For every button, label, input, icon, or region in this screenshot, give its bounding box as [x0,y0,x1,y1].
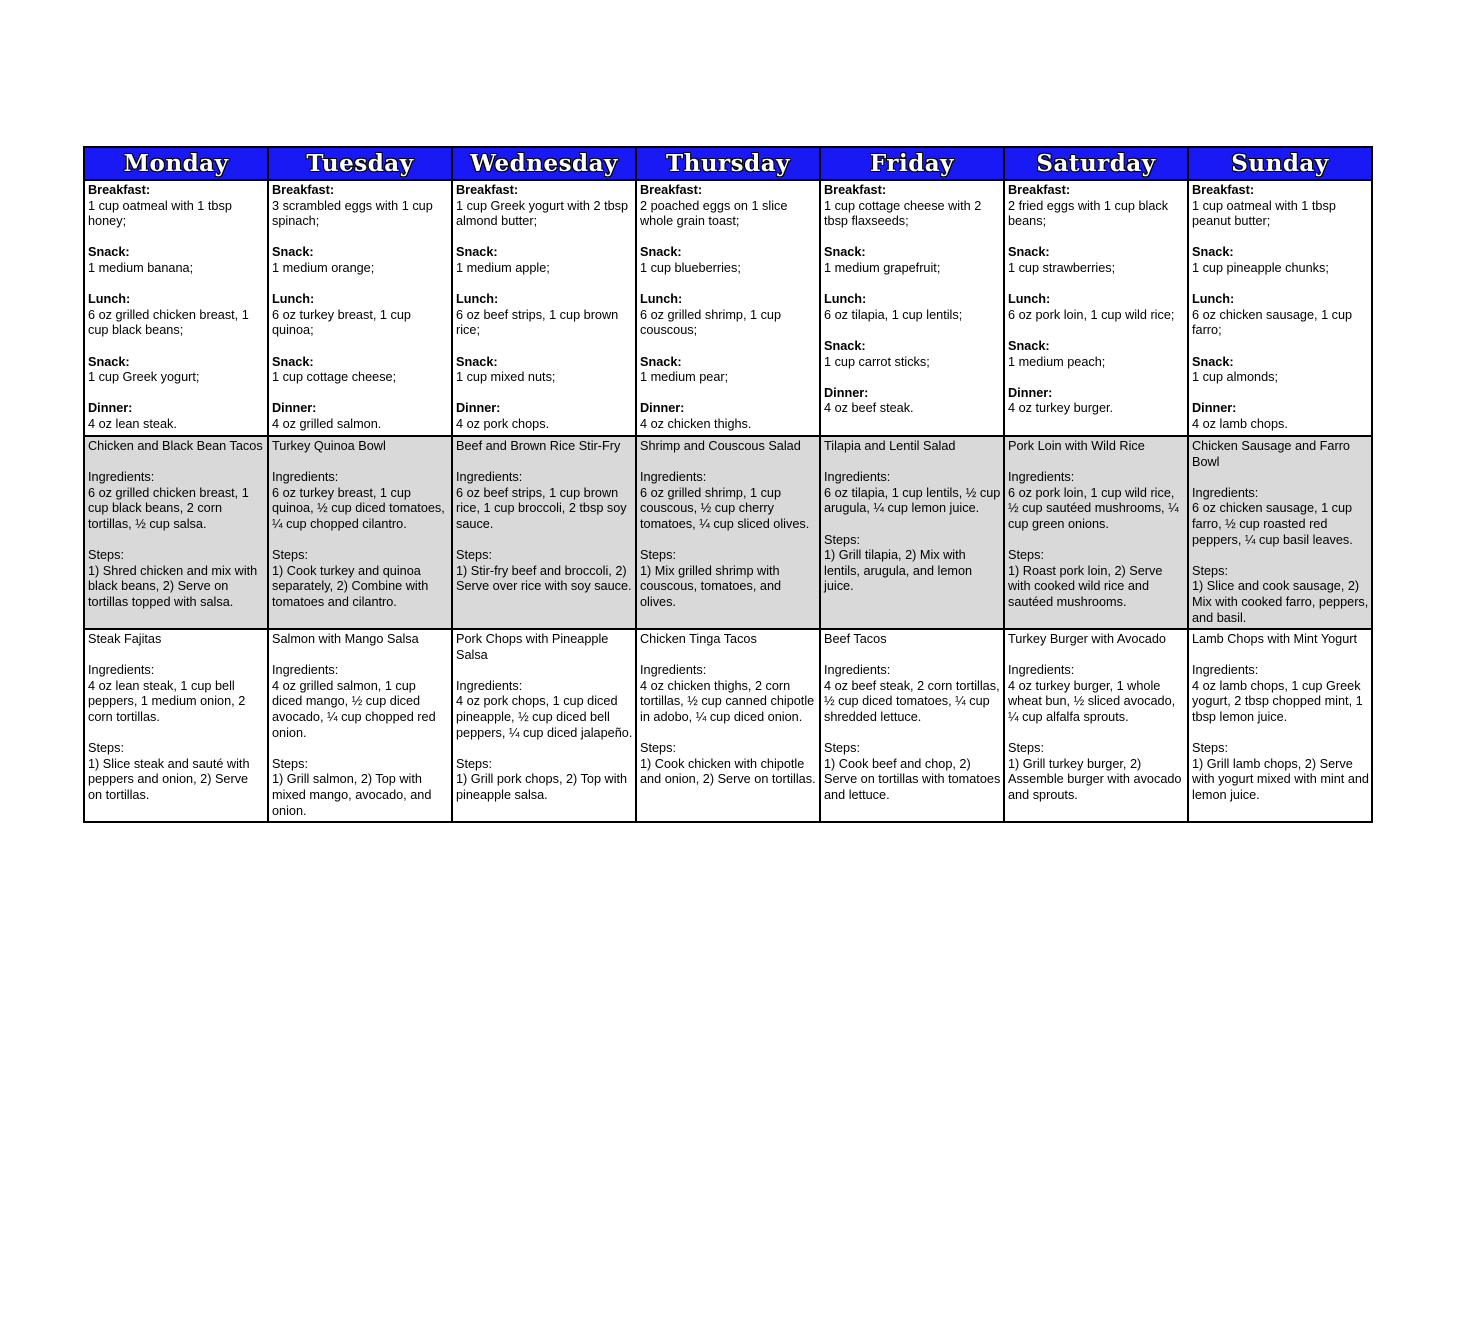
meal-label: Snack: [1192,354,1234,369]
ingredients-text: 6 oz pork loin, 1 cup wild rice, ½ cup sautéed mushrooms, ¼ cup green onions. [1008,485,1179,531]
steps-label: Steps: [1008,548,1044,563]
day-header-wednesday: Wednesday [452,147,636,180]
spacer [272,277,449,293]
recipe-cell-saturday-2 [1004,629,1188,822]
meal-label: Lunch: [640,292,683,307]
meal-text: 1 cup Greek yogurt; [88,370,200,385]
spacer [88,339,265,355]
recipe-row-2 [84,629,1372,822]
meal-text: 1 cup Greek yogurt with 2 tbsp almond butter; [456,198,629,229]
meal-label: Dinner: [640,401,685,416]
meal-label: Dinner: [456,401,501,416]
meals-cell-monday [84,180,268,436]
spacer [88,533,265,549]
meal-label: Breakfast: [824,183,887,197]
spacer [640,455,817,471]
recipe-title: Chicken Tinga Tacos [640,632,757,646]
spacer [640,277,817,293]
meal-label: Snack: [1008,245,1050,260]
meal-label: Lunch: [1192,292,1235,307]
spacer [456,533,633,549]
recipe-cell-sunday-1 [1188,436,1372,629]
spacer [456,386,633,402]
meal-text: 2 fried eggs with 1 cup black beans; [1008,198,1169,229]
meal-text: 6 oz pork loin, 1 cup wild rice; [1008,307,1175,322]
meal-label: Lunch: [456,292,499,307]
spacer [1008,455,1185,471]
day-header-tuesday: Tuesday [268,147,452,180]
ingredients-label: Ingredients: [1008,663,1075,678]
spacer [88,648,265,664]
meal-text: 1 cup mixed nuts; [456,370,556,385]
meal-label: Breakfast: [640,183,703,197]
spacer [1008,726,1185,742]
spacer [640,726,817,742]
spacer [272,230,449,246]
meal-label: Dinner: [1192,401,1237,416]
spacer [1192,230,1369,246]
ingredients-text: 4 oz turkey burger, 1 whole wheat bun, ½ sliced avocado, ¼ cup alfalfa sprouts. [1008,678,1176,724]
meal-label: Dinner: [1008,385,1053,400]
spacer [272,386,449,402]
spacer [1008,648,1185,664]
spacer [824,323,1001,339]
meal-label: Lunch: [88,292,131,307]
meal-text: 6 oz turkey breast, 1 cup quinoa; [272,307,411,338]
ingredients-text: 4 oz grilled salmon, 1 cup diced mango, ½ cup diced avocado, ¼ cup chopped red onion. [272,678,436,740]
meal-label: Lunch: [1008,292,1051,307]
meals-cell-sunday [1188,180,1372,436]
meal-label: Breakfast: [88,183,151,197]
ingredients-label: Ingredients: [1192,663,1259,678]
ingredients-text: 4 oz chicken thighs, 2 corn tortillas, ½ cup canned chipotle in adobo, ¼ cup diced onion. [640,678,815,724]
day-header-monday: Monday [84,147,268,180]
spacer [272,648,449,664]
ingredients-text: 4 oz pork chops, 1 cup diced pineapple, ½ cup diced bell peppers, ¼ cup diced jalapeño. [456,694,633,740]
recipe-title: Beef and Brown Rice Stir-Fry [456,439,621,453]
meal-text: 4 oz chicken thighs. [640,416,752,431]
recipe-title: Pork Chops with Pineapple Salsa [456,632,609,662]
meal-text: 1 cup carrot sticks; [824,354,930,369]
ingredients-text: 4 oz lamb chops, 1 cup Greek yogurt, 2 tbsp chopped mint, 1 tbsp lemon juice. [1192,678,1363,724]
spacer [456,663,633,679]
steps-text: 1) Stir-fry beef and broccoli, 2) Serve over rice with soy sauce. [456,563,632,594]
day-header-row [84,147,1372,180]
recipe-title: Shrimp and Couscous Salad [640,439,801,453]
ingredients-label: Ingredients: [272,663,339,678]
meal-label: Snack: [824,245,866,260]
meals-cell-tuesday [268,180,452,436]
spacer [824,370,1001,386]
ingredients-text: 4 oz beef steak, 2 corn tortillas, ½ cup diced tomatoes, ¼ cup shredded lettuce. [824,678,1000,724]
meal-text: 1 medium pear; [640,370,729,385]
meal-label: Snack: [88,245,130,260]
recipe-cell-monday-1 [84,436,268,629]
recipe-cell-monday-2 [84,629,268,822]
meal-text: 6 oz grilled shrimp, 1 cup couscous; [640,307,782,338]
meal-label: Dinner: [824,385,869,400]
meal-label: Breakfast: [272,183,335,197]
ingredients-text: 6 oz turkey breast, 1 cup quinoa, ½ cup diced tomatoes, ¼ cup chopped cilantro. [272,485,445,531]
meal-text: 1 cup pineapple chunks; [1192,260,1329,275]
spacer [640,230,817,246]
meal-label: Breakfast: [1008,183,1071,197]
meal-label: Snack: [1008,338,1050,353]
spacer [1008,277,1185,293]
steps-text: 1) Grill salmon, 2) Top with mixed mango, avocado, and onion. [272,772,432,818]
spacer [1008,533,1185,549]
ingredients-label: Ingredients: [824,663,891,678]
meal-label: Snack: [640,354,682,369]
spacer [1192,386,1369,402]
spacer [1008,323,1185,339]
weekly-meal-plan-table [83,146,1373,823]
steps-label: Steps: [1192,563,1228,578]
steps-text: 1) Shred chicken and mix with black beans, 2) Serve on tortillas topped with salsa. [88,563,258,609]
spacer [456,339,633,355]
ingredients-label: Ingredients: [456,678,523,693]
meal-text: 1 cup cottage cheese; [272,370,397,385]
meal-label: Snack: [88,354,130,369]
spacer [88,386,265,402]
recipe-cell-friday-1 [820,436,1004,629]
steps-text: 1) Cook turkey and quinoa separately, 2) Combine with tomatoes and cilantro. [272,563,429,609]
meal-label: Snack: [1192,245,1234,260]
recipe-title: Beef Tacos [824,632,887,646]
spacer [1192,548,1369,564]
meal-label: Snack: [456,354,498,369]
steps-label: Steps: [272,548,308,563]
meal-label: Breakfast: [1192,183,1255,197]
meal-text: 4 oz turkey burger. [1008,401,1114,416]
ingredients-label: Ingredients: [88,470,155,485]
steps-text: 1) Grill turkey burger, 2) Assemble burger with avocado and sprouts. [1008,756,1182,802]
ingredients-label: Ingredients: [1192,485,1259,500]
spacer [824,648,1001,664]
spacer [640,648,817,664]
ingredients-text: 6 oz tilapia, 1 cup lentils, ½ cup arugula, ¼ cup lemon juice. [824,485,1001,516]
spacer [824,455,1001,471]
recipe-title: Turkey Burger with Avocado [1008,632,1166,646]
meal-text: 1 cup oatmeal with 1 tbsp honey; [88,198,232,229]
meal-text: 1 cup strawberries; [1008,260,1116,275]
meal-text: 2 poached eggs on 1 slice whole grain toast; [640,198,788,229]
recipe-title: Pork Loin with Wild Rice [1008,439,1145,453]
meal-text: 1 cup blueberries; [640,260,741,275]
recipe-title: Tilapia and Lentil Salad [824,439,956,453]
meal-text: 4 oz beef steak. [824,401,914,416]
meal-text: 1 cup almonds; [1192,370,1279,385]
spacer [456,230,633,246]
meal-text: 6 oz grilled chicken breast, 1 cup black beans; [88,307,249,338]
ingredients-label: Ingredients: [640,663,707,678]
recipe-cell-thursday-1 [636,436,820,629]
recipe-cell-tuesday-1 [268,436,452,629]
meal-text: 1 medium grapefruit; [824,260,941,275]
meal-text: 6 oz beef strips, 1 cup brown rice; [456,307,619,338]
meals-cell-wednesday [452,180,636,436]
spacer [88,277,265,293]
recipe-title: Lamb Chops with Mint Yogurt [1192,632,1358,646]
ingredients-label: Ingredients: [824,470,891,485]
ingredients-text: 6 oz beef strips, 1 cup brown rice, 1 cup broccoli, 2 tbsp soy sauce. [456,485,627,531]
meal-label: Breakfast: [456,183,519,197]
spacer [272,455,449,471]
steps-text: 1) Grill tilapia, 2) Mix with lentils, arugula, and lemon juice. [824,548,973,594]
spacer [88,230,265,246]
day-header-saturday: Saturday [1004,147,1188,180]
steps-label: Steps: [88,741,124,756]
meals-cell-thursday [636,180,820,436]
steps-label: Steps: [1008,741,1044,756]
meal-text: 6 oz chicken sausage, 1 cup farro; [1192,307,1353,338]
meal-text: 4 oz pork chops. [456,416,550,431]
meal-label: Dinner: [272,401,317,416]
spacer [824,277,1001,293]
steps-text: 1) Slice steak and sauté with peppers and onion, 2) Serve on tortillas. [88,756,250,802]
spacer [272,741,449,757]
steps-label: Steps: [272,756,308,771]
recipe-row-1 [84,436,1372,629]
steps-text: 1) Grill lamb chops, 2) Serve with yogurt mixed with mint and lemon juice. [1192,756,1369,802]
recipe-cell-sunday-2 [1188,629,1372,822]
steps-text: 1) Cook chicken with chipotle and onion, 2) Serve on tortillas. [640,756,816,787]
meal-text: 1 cup oatmeal with 1 tbsp peanut butter; [1192,198,1336,229]
recipe-cell-wednesday-1 [452,436,636,629]
spacer [272,533,449,549]
steps-text: 1) Roast pork loin, 2) Serve with cooked wild rice and sautéed mushrooms. [1008,563,1163,609]
steps-text: 1) Mix grilled shrimp with couscous, tomatoes, and olives. [640,563,782,609]
recipe-cell-friday-2 [820,629,1004,822]
recipe-cell-wednesday-2 [452,629,636,822]
recipe-title: Chicken Sausage and Farro Bowl [1192,439,1350,469]
meal-text: 4 oz lamb chops. [1192,416,1288,431]
recipe-cell-tuesday-2 [268,629,452,822]
steps-label: Steps: [1192,741,1228,756]
ingredients-text: 6 oz grilled shrimp, 1 cup couscous, ½ cup cherry tomatoes, ¼ cup sliced olives. [640,485,810,531]
meal-text: 4 oz lean steak. [88,416,177,431]
spacer [824,230,1001,246]
steps-text: 1) Grill pork chops, 2) Top with pineapple salsa. [456,772,628,802]
spacer [456,277,633,293]
meal-text: 4 oz grilled salmon. [272,416,382,431]
ingredients-label: Ingredients: [88,663,155,678]
spacer [640,533,817,549]
meal-text: 1 medium peach; [1008,354,1106,369]
ingredients-label: Ingredients: [640,470,707,485]
meal-label: Snack: [272,354,314,369]
spacer [1192,277,1369,293]
ingredients-text: 6 oz grilled chicken breast, 1 cup black beans, 2 corn tortillas, ½ cup salsa. [88,485,249,531]
spacer [1008,230,1185,246]
spacer [1192,726,1369,742]
meal-text: 1 medium banana; [88,260,194,275]
meal-label: Snack: [272,245,314,260]
recipe-title: Chicken and Black Bean Tacos [88,439,263,453]
spacer [456,455,633,471]
steps-label: Steps: [456,548,492,563]
spacer [88,726,265,742]
steps-label: Steps: [88,548,124,563]
meal-label: Snack: [456,245,498,260]
steps-label: Steps: [456,756,492,771]
recipe-cell-thursday-2 [636,629,820,822]
meal-text: 1 medium orange; [272,260,375,275]
spacer [824,726,1001,742]
spacer [88,455,265,471]
ingredients-label: Ingredients: [1008,470,1075,485]
steps-label: Steps: [824,741,860,756]
meal-label: Dinner: [88,401,133,416]
recipe-title: Salmon with Mango Salsa [272,632,419,646]
spacer [640,386,817,402]
day-header-thursday: Thursday [636,147,820,180]
steps-text: 1) Slice and cook sausage, 2) Mix with cooked farro, peppers, and basil. [1192,579,1369,625]
ingredients-text: 4 oz lean steak, 1 cup bell peppers, 1 medium onion, 2 corn tortillas. [88,678,246,724]
spacer [1008,370,1185,386]
day-header-friday: Friday [820,147,1004,180]
meal-text: 6 oz tilapia, 1 cup lentils; [824,307,963,322]
day-header-sunday: Sunday [1188,147,1372,180]
spacer [1192,648,1369,664]
meal-text: 1 medium apple; [456,260,550,275]
meal-text: 1 cup cottage cheese with 2 tbsp flaxseeds; [824,198,982,229]
ingredients-label: Ingredients: [272,470,339,485]
steps-label: Steps: [824,532,860,547]
spacer [272,339,449,355]
meal-text: 3 scrambled eggs with 1 cup spinach; [272,198,433,229]
ingredients-text: 6 oz chicken sausage, 1 cup farro, ½ cup roasted red peppers, ¼ cup basil leaves. [1192,501,1353,547]
meals-cell-saturday [1004,180,1188,436]
meal-label: Lunch: [824,292,867,307]
meal-label: Snack: [640,245,682,260]
ingredients-label: Ingredients: [456,470,523,485]
spacer [824,517,1001,533]
steps-text: 1) Cook beef and chop, 2) Serve on tortillas with tomatoes and lettuce. [824,756,1001,802]
steps-label: Steps: [640,741,676,756]
meal-label: Snack: [824,338,866,353]
steps-label: Steps: [640,548,676,563]
recipe-title: Turkey Quinoa Bowl [272,439,386,453]
recipe-title: Steak Fajitas [88,632,162,646]
spacer [1192,470,1369,486]
meals-cell-friday [820,180,1004,436]
recipe-cell-saturday-1 [1004,436,1188,629]
spacer [1192,339,1369,355]
meals-row [84,180,1372,436]
spacer [456,741,633,757]
spacer [640,339,817,355]
meal-label: Lunch: [272,292,315,307]
